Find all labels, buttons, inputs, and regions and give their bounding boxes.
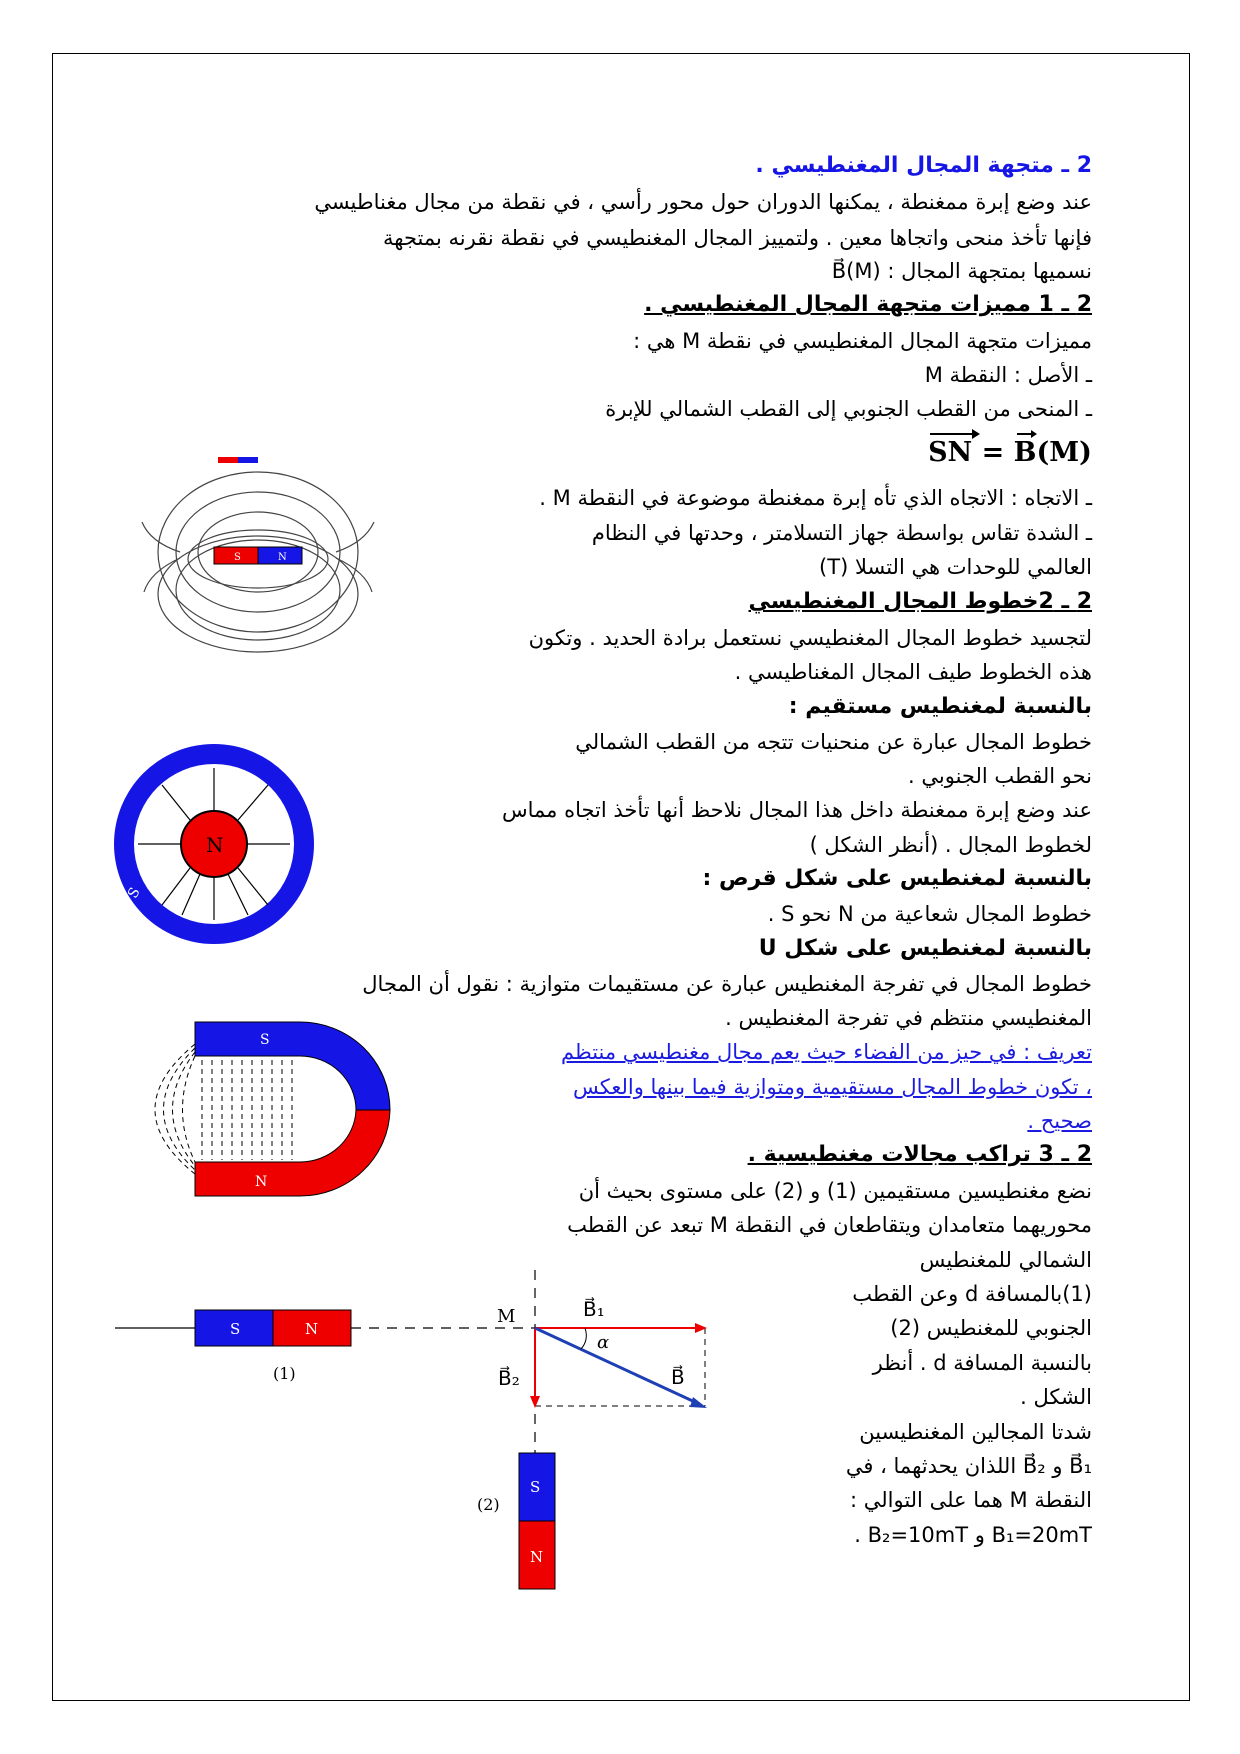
subheading: بالنسبة لمغنطيس على شكل U	[758, 936, 1092, 961]
list-item: ـ الأصل : النقطة M	[924, 363, 1092, 387]
list-item: ـ المنحى من القطب الجنوبي إلى القطب الشمالي للإبرة	[605, 397, 1092, 421]
paragraph: هذه الخطوط طيف المجال المغناطيسي .	[734, 660, 1092, 684]
field-line	[142, 522, 180, 552]
paragraph: الجنوبي للمغنطيس (2)	[890, 1316, 1092, 1340]
paragraph: لتجسيد خطوط المجال المغنطيسي نستعمل برادة الحديد . وتكون	[528, 626, 1092, 650]
list-item: ـ الشدة تقاس بواسطة جهاز التسلامتر ، وحدتها في النظام	[591, 521, 1092, 545]
paragraph: المغنطيسي منتظم في تفرجة المغنطيس .	[725, 1006, 1092, 1030]
section-2-3-title: 2 ـ 3 تراكب مجالات مغنطيسية .	[747, 1142, 1092, 1167]
fringe-field-line	[155, 1044, 195, 1174]
formula-sn-b	[920, 425, 1100, 469]
paragraph: الشكل .	[1020, 1385, 1092, 1409]
paragraph: نحو القطب الجنوبي .	[908, 764, 1092, 788]
paragraph: خطوط المجال شعاعية من N نحو S .	[767, 902, 1092, 926]
paragraph: فإنها تأخذ منحى واتجاها معين . ولتمييز المجال المغنطيسي في نقطة نقرنه بمتجهة	[383, 226, 1092, 250]
subheading: بالنسبة لمغنطيس مستقيم :	[788, 694, 1092, 719]
paragraph: شدتا المجالين المغنطيسين	[859, 1420, 1092, 1444]
paragraph: محوريهما متعامدان ويتقاطعان في النقطة M تبعد عن القطب	[567, 1213, 1092, 1237]
paragraph: خطوط المجال عبارة عن منحنيات تتجه من القطب الشمالي	[575, 730, 1092, 754]
south-label: S	[234, 552, 241, 563]
paragraph: مميزات متجهة المجال المغنطيسي في نقطة M هي :	[633, 329, 1092, 353]
disk-magnet-figure	[110, 740, 320, 950]
list-item: ـ الاتجاه : الاتجاه الذي تأه إبرة ممغنطة موضوعة في النقطة M .	[539, 486, 1092, 510]
magnet-1-south-label: S	[230, 1320, 241, 1338]
paragraph: عند وضع إبرة ممغنطة ، يمكنها الدوران حول محور رأسي ، في نقطة من مجال مغناطيسي	[314, 190, 1092, 214]
paragraph: نسميها بمتجهة المجال : B⃗(M)	[831, 259, 1092, 283]
disk-north-label: N	[206, 833, 224, 857]
paragraph: خطوط المجال في تفرجة المغنطيس عبارة عن مستقيمات متوازية : نقول أن المجال	[362, 972, 1092, 996]
magnet-2-north-label: N	[530, 1548, 544, 1566]
north-label: N	[278, 552, 287, 563]
paragraph: بالنسبة المسافة d . أنظر	[872, 1351, 1092, 1375]
paragraph: B⃗₁ و B⃗₂ اللذان يحدثهما ، في	[845, 1454, 1092, 1478]
fringe-field-line	[173, 1052, 196, 1166]
vector-b-arrowhead	[690, 1397, 707, 1408]
section-2-1-title: 2 ـ 1 مميزات متجهة المجال المغنطيسي .	[644, 292, 1092, 317]
definition-link[interactable]: تعريف : في حيز من الفضاء حيث يعم مجال مغنطيسي منتظم	[561, 1040, 1092, 1064]
paragraph: (1)بالمسافة d وعن القطب	[852, 1282, 1092, 1306]
point-m-label: M	[497, 1306, 516, 1327]
magnet-1-north-label: N	[305, 1320, 319, 1338]
angle-alpha-label: α	[597, 1332, 610, 1353]
angle-arc	[581, 1328, 586, 1349]
definition-link[interactable]: ، تكون خطوط المجال مستقيمية ومتوازية فيما بينها والعكس	[572, 1075, 1092, 1099]
section-2-title: 2 ـ متجهة المجال المغنطيسي .	[755, 153, 1092, 178]
b-label: B⃗	[671, 1365, 685, 1389]
list-item: العالمي للوحدات هي التسلا (T)	[819, 555, 1092, 579]
bar-magnet-field-figure	[140, 452, 380, 662]
definition-link[interactable]: صحيح .	[1027, 1109, 1092, 1133]
magnet-1-label: (1)	[273, 1364, 296, 1383]
magnet-2-label: (2)	[477, 1495, 500, 1514]
u-magnet-figure	[110, 1020, 430, 1200]
paragraph: عند وضع إبرة ممغنطة داخل هذا المجال نلاحظ أنها تأخذ اتجاه مماس	[501, 798, 1092, 822]
paragraph: لخطوط المجال . (أنظر الشكل )	[809, 833, 1092, 857]
formula-text: SN = B(M)	[928, 437, 1092, 468]
field-superposition-figure	[115, 1260, 715, 1620]
u-north-label: N	[255, 1174, 268, 1190]
paragraph: نضع مغنطيسين مستقيمين (1) و (2) على مستوى بحيث أن	[578, 1179, 1092, 1203]
b2-label: B⃗₂	[498, 1366, 520, 1390]
magnet-2-south-label: S	[530, 1478, 541, 1496]
b1-label: B⃗₁	[583, 1297, 605, 1321]
field-line	[336, 522, 374, 552]
disk-south-label: S	[124, 884, 144, 902]
compass-needle-south	[218, 457, 238, 463]
compass-needle-north	[238, 457, 258, 463]
paragraph: النقطة M هما على التوالي :	[849, 1488, 1092, 1512]
fringe-field-line	[183, 1056, 196, 1162]
section-2-2-title: 2 ـ 2خطوط المجال المغنطيسي	[748, 589, 1092, 614]
u-south-label: S	[260, 1032, 270, 1048]
paragraph: B₁=20mT و B₂=10mT .	[854, 1523, 1092, 1547]
paragraph: الشمالي للمغنطيس	[919, 1248, 1092, 1272]
subheading: بالنسبة لمغنطيس على شكل قرص :	[702, 866, 1092, 891]
